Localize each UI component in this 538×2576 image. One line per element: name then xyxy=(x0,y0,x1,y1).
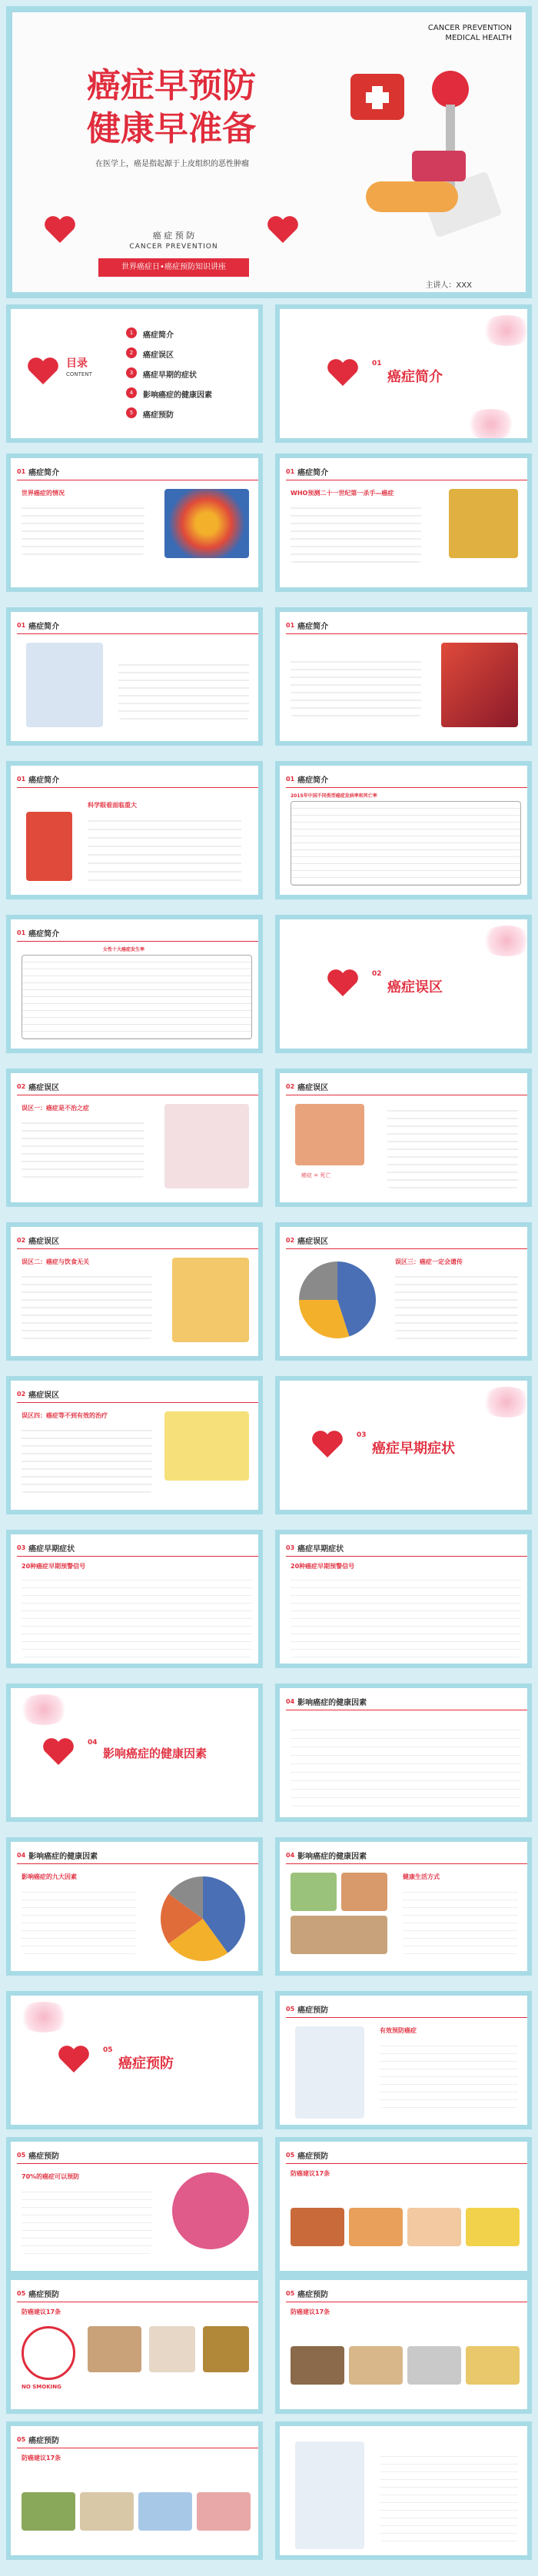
sub-heading: 世界癌症的情况 xyxy=(22,490,65,497)
toc-item-4[interactable]: 影响癌症的健康因素 xyxy=(143,391,212,400)
food-photo xyxy=(349,2346,403,2385)
heart-icon xyxy=(266,214,300,244)
chart-illustration xyxy=(441,643,518,727)
food-photo xyxy=(22,2492,75,2531)
content-slide-prevent-6: 05 癌症预防 防癌建议17条 xyxy=(6,2421,263,2560)
text-block xyxy=(22,1116,144,1178)
people-illustration xyxy=(164,1104,249,1188)
food-photo xyxy=(407,2208,461,2246)
content-slide-intro-2: 01 癌症简介 WHO预测二十一世纪第一杀手—癌症 xyxy=(275,454,532,592)
toc-slide xyxy=(6,304,263,443)
section-slide-02 xyxy=(275,915,532,1053)
section-number: 03 xyxy=(357,1431,367,1439)
content-slide-table-1: 01 癌症简介 2015年中国不同类型癌症发病率和死亡率 xyxy=(275,761,532,899)
symptom-list xyxy=(22,1573,252,1657)
slide-heading: 癌症预防 xyxy=(28,2436,60,2445)
doctor-illustration xyxy=(295,2441,364,2549)
section-slide-03 xyxy=(275,1376,532,1514)
slide-heading: 癌症简介 xyxy=(297,468,329,477)
section-title: 癌症误区 xyxy=(387,979,443,995)
toc-num-3: 3 xyxy=(126,367,137,378)
content-slide-factors-3: 04 影响癌症的健康因素 健康生活方式 xyxy=(275,1837,532,1976)
food-photo xyxy=(138,2492,192,2531)
brand-line-2: MEDICAL HEALTH xyxy=(445,34,512,42)
photo xyxy=(149,2326,195,2372)
factor-list xyxy=(291,1722,521,1807)
content-slide-prevent-7 xyxy=(275,2421,532,2560)
sub-heading: 误区一：癌症是不治之症 xyxy=(22,1105,89,1112)
toc-item-1[interactable]: 癌症简介 xyxy=(143,331,174,340)
cover-slide xyxy=(6,6,532,298)
section-title: 影响癌症的健康因素 xyxy=(103,1747,208,1760)
text-block xyxy=(22,1424,152,1493)
toc-subtitle: CONTENT xyxy=(66,371,92,377)
text-block xyxy=(380,2449,518,2541)
section-number: 05 xyxy=(103,2046,113,2054)
cover-title xyxy=(83,65,260,151)
cover-tags: 癌 症 预 防 xyxy=(152,231,195,241)
tree-illustration xyxy=(295,1104,364,1165)
photo xyxy=(203,2326,249,2372)
section-number: 01 xyxy=(372,360,382,367)
sub-heading: 有效预防癌症 xyxy=(380,2027,417,2034)
section-number: 02 xyxy=(372,970,382,978)
content-slide-intro-1: 01 癌症简介 世界癌症的情况 xyxy=(6,454,263,592)
text-block xyxy=(291,501,421,563)
cover-subtitle: 在医学上，癌是指起源于上皮组织的恶性肿瘤 xyxy=(95,160,249,168)
slide-heading: 影响癌症的健康因素 xyxy=(297,1852,367,1861)
text-block xyxy=(22,2185,152,2254)
caption: 癌症 = 死亡 xyxy=(301,1172,331,1178)
content-slide-factors-1: 04 影响癌症的健康因素 xyxy=(275,1684,532,1822)
content-slide-myth-1: 02 癌症误区 误区一：癌症是不治之症 xyxy=(6,1069,263,1207)
slide-heading: 癌症预防 xyxy=(297,2006,329,2015)
slide-heading: 癌症误区 xyxy=(28,1237,60,1246)
presenter: 主讲人：XXX xyxy=(425,281,472,290)
slide-heading: 癌症早期症状 xyxy=(28,1544,75,1554)
content-slide-factors-2: 04 影响癌症的健康因素 影响癌症的九大因素 xyxy=(6,1837,263,1976)
slide-heading: 癌症简介 xyxy=(28,468,60,477)
photo xyxy=(88,2326,141,2372)
heart-icon xyxy=(26,355,60,386)
cell-illustration xyxy=(172,2172,249,2249)
no-smoking-label: NO SMOKING xyxy=(22,2384,61,2390)
slide-heading: 影响癌症的健康因素 xyxy=(297,1698,367,1707)
food-photo xyxy=(291,2346,344,2385)
text-block xyxy=(403,1885,518,1954)
section-title: 癌症预防 xyxy=(118,2056,174,2072)
title-line-2: 健康早准备 xyxy=(87,109,256,148)
sticker-illustration xyxy=(164,1411,249,1481)
brand-line-1: CANCER PREVENTION xyxy=(427,24,512,32)
female-cancer-table xyxy=(22,955,252,1039)
slide-heading: 癌症简介 xyxy=(28,622,60,631)
sub-heading: 科学眼看面临重大 xyxy=(88,802,137,809)
food-photo xyxy=(466,2346,520,2385)
incidence-table xyxy=(291,801,521,886)
sub-heading: 误区二：癌症与饮食无关 xyxy=(22,1258,89,1265)
table-title: 女性十大癌症发生率 xyxy=(103,947,145,952)
virus-illustration xyxy=(449,489,518,558)
food-photo xyxy=(407,2346,461,2385)
text-block xyxy=(22,1270,152,1339)
heart-icon xyxy=(42,1736,75,1767)
sub-heading: 20种癌症早期预警信号 xyxy=(22,1563,86,1570)
food-photo xyxy=(291,1916,387,1954)
content-slide-prevent-5: 05 癌症预防 防癌建议17条 xyxy=(275,2275,532,2414)
toc-item-2[interactable]: 癌症误区 xyxy=(143,351,174,360)
factor-list xyxy=(22,1885,137,1954)
text-block xyxy=(380,2039,518,2108)
heart-icon xyxy=(57,2043,91,2074)
slide-heading: 癌症误区 xyxy=(28,1083,60,1092)
sub-heading: 影响癌症的九大因素 xyxy=(22,1873,77,1880)
slide-heading: 癌症简介 xyxy=(28,776,60,785)
sub-heading: 防癌建议17条 xyxy=(291,2308,330,2315)
content-slide-myth-2: 02 癌症误区 癌症 = 死亡 xyxy=(275,1069,532,1207)
slide-heading: 癌症误区 xyxy=(28,1391,60,1400)
person-illustration xyxy=(26,643,103,727)
sub-heading: 误区四：癌症等不到有效的治疗 xyxy=(22,1412,108,1419)
content-slide-intro-4: 01 癌症简介 xyxy=(275,607,532,746)
content-slide-table-2: 01 癌症简介 女性十大癌症发生率 xyxy=(6,915,263,1053)
section-title: 癌症早期症状 xyxy=(372,1441,455,1457)
sub-heading: 70%的癌症可以预防 xyxy=(22,2173,80,2180)
food-photo xyxy=(341,1873,387,1911)
food-photo xyxy=(80,2492,134,2531)
clock-illustration xyxy=(164,489,249,558)
sub-heading: 20种癌症早期预警信号 xyxy=(291,1563,355,1570)
heart-icon xyxy=(326,967,360,998)
content-slide-myth-4: 02 癌症误区 误区三：癌症一定会遗传 xyxy=(275,1222,532,1361)
text-block xyxy=(395,1270,518,1339)
toc-num-1: 1 xyxy=(126,327,137,338)
bullet-list xyxy=(88,813,241,882)
section-title: 癌症简介 xyxy=(387,369,443,385)
food-photo xyxy=(197,2492,251,2531)
slide-heading: 癌症简介 xyxy=(297,622,329,631)
toc-num-4: 4 xyxy=(126,387,137,398)
sub-heading: 防癌建议17条 xyxy=(291,2170,330,2177)
content-slide-prevent-1: 05 癌症预防 有效预防癌症 xyxy=(275,1991,532,2129)
food-photo xyxy=(349,2208,403,2246)
toc-item-3[interactable]: 癌症早期的症状 xyxy=(143,371,197,380)
medical-illustration xyxy=(335,43,520,258)
heart-icon xyxy=(311,1428,344,1459)
content-slide-prevent-2: 05 癌症预防 70%的癌症可以预防 xyxy=(6,2137,263,2275)
slide-heading: 癌症预防 xyxy=(28,2290,60,2299)
content-slide-intro-3: 01 癌症简介 xyxy=(6,607,263,746)
doctor-illustration xyxy=(295,2026,364,2119)
toc-item-5[interactable]: 癌症预防 xyxy=(143,411,174,420)
food-photo xyxy=(466,2208,520,2246)
text-block xyxy=(118,658,249,720)
section-slide-04 xyxy=(6,1684,263,1822)
heart-icon xyxy=(43,214,77,244)
cover-english: CANCER PREVENTION xyxy=(129,243,218,251)
content-slide-intro-5: 01 癌症简介 科学眼看面临重大 xyxy=(6,761,263,899)
slide-heading: 癌症预防 xyxy=(297,2152,329,2161)
content-slide-prevent-4: 05 癌症预防 防癌建议17条 NO SMOKING xyxy=(6,2275,263,2414)
slide-heading: 癌症预防 xyxy=(28,2152,60,2161)
slide-heading: 癌症误区 xyxy=(297,1083,329,1092)
slide-heading: 癌症预防 xyxy=(297,2290,329,2299)
section-number: 04 xyxy=(88,1739,98,1747)
title-line-1: 癌症早预防 xyxy=(87,66,256,105)
section-slide-05 xyxy=(6,1991,263,2129)
toc-num-5: 5 xyxy=(126,407,137,418)
text-block xyxy=(291,655,421,716)
sub-heading: 健康生活方式 xyxy=(403,1873,440,1880)
pie-chart xyxy=(295,1258,380,1342)
text-block xyxy=(22,501,144,555)
pie-slice xyxy=(299,1261,337,1300)
slide-heading: 癌症简介 xyxy=(297,776,329,785)
slide-heading: 影响癌症的健康因素 xyxy=(28,1852,98,1861)
sub-heading: WHO预测二十一世纪第一杀手—癌症 xyxy=(291,490,394,497)
content-slide-early-1: 03 癌症早期症状 20种癌症早期预警信号 xyxy=(6,1530,263,1668)
toc-num-2: 2 xyxy=(126,347,137,358)
slide-heading: 癌症误区 xyxy=(297,1237,329,1246)
heart-icon xyxy=(326,357,360,387)
no-smoking-icon xyxy=(22,2326,75,2380)
pie-chart xyxy=(157,1873,249,1965)
content-slide-early-2: 03 癌症早期症状 20种癌症早期预警信号 xyxy=(275,1530,532,1668)
slide-heading: 癌症早期症状 xyxy=(297,1544,344,1554)
text-block xyxy=(387,1104,518,1188)
ribbon-illustration xyxy=(26,812,72,881)
table-title: 2015年中国不同类型癌症发病率和死亡率 xyxy=(291,793,377,799)
brand xyxy=(428,23,512,43)
food-photo xyxy=(291,2208,344,2246)
toc-title: 目录 xyxy=(66,357,88,370)
lecture-button[interactable]: 世界癌症日•癌症预防知识讲座 xyxy=(98,258,249,277)
section-slide-01 xyxy=(275,304,532,443)
symptom-list xyxy=(291,1573,521,1657)
slide-heading: 癌症简介 xyxy=(28,929,60,939)
content-slide-myth-5: 02 癌症误区 误区四：癌症等不到有效的治疗 xyxy=(6,1376,263,1514)
content-slide-myth-3: 02 癌症误区 误区二：癌症与饮食无关 xyxy=(6,1222,263,1361)
sub-heading: 误区三：癌症一定会遗传 xyxy=(395,1258,463,1265)
sub-heading: 防癌建议17条 xyxy=(22,2308,61,2315)
content-slide-prevent-3: 05 癌症预防 防癌建议17条 xyxy=(275,2137,532,2275)
food-photo xyxy=(291,1873,337,1911)
food-illustration xyxy=(172,1258,249,1342)
sub-heading: 防癌建议17条 xyxy=(22,2455,61,2461)
